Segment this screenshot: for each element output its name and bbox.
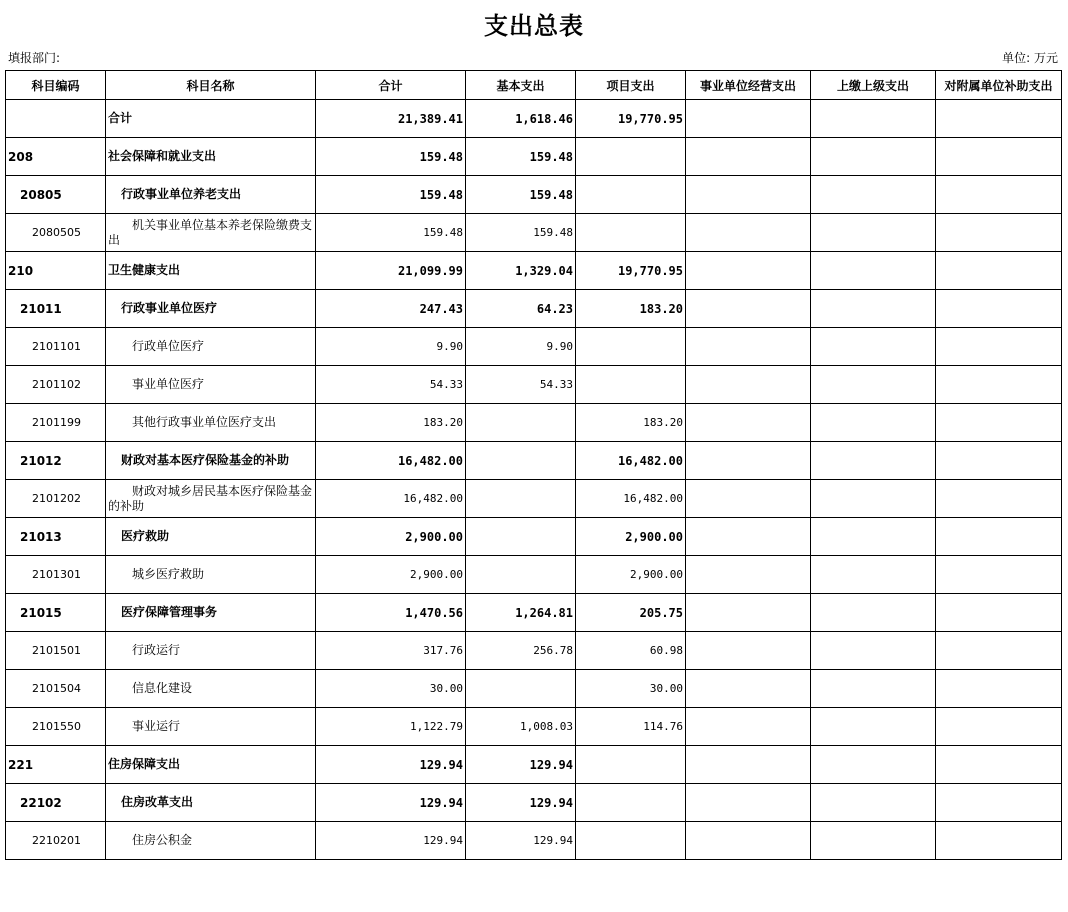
cell-business	[686, 784, 811, 822]
cell-subsidy	[936, 252, 1062, 290]
cell-total: 9.90	[316, 328, 466, 366]
cell-business	[686, 176, 811, 214]
cell-total: 1,470.56	[316, 594, 466, 632]
cell-total: 21,389.41	[316, 100, 466, 138]
cell-upper	[811, 784, 936, 822]
cell-business	[686, 594, 811, 632]
table-row	[6, 632, 1062, 670]
table-row	[6, 442, 1062, 480]
cell-upper	[811, 404, 936, 442]
cell-basic: 9.90	[466, 328, 576, 366]
cell-code: 20805	[6, 176, 106, 214]
cell-basic: 159.48	[466, 176, 576, 214]
cell-code: 22102	[6, 784, 106, 822]
table-row	[6, 784, 1062, 822]
cell-name: 行政运行	[106, 632, 316, 670]
cell-subsidy	[936, 366, 1062, 404]
cell-code: 2101301	[6, 556, 106, 594]
cell-business	[686, 518, 811, 556]
cell-total: 317.76	[316, 632, 466, 670]
cell-name: 合计	[106, 100, 316, 138]
cell-upper	[811, 480, 936, 518]
table-row	[6, 404, 1062, 442]
col-header-name: 科目名称	[106, 71, 316, 100]
cell-project: 16,482.00	[576, 480, 686, 518]
table-header-row	[6, 71, 1062, 100]
cell-total: 129.94	[316, 784, 466, 822]
cell-basic: 129.94	[466, 822, 576, 860]
cell-basic: 256.78	[466, 632, 576, 670]
cell-subsidy	[936, 518, 1062, 556]
cell-basic: 54.33	[466, 366, 576, 404]
cell-project: 30.00	[576, 670, 686, 708]
cell-business	[686, 822, 811, 860]
cell-business	[686, 442, 811, 480]
expenditure-summary-table	[5, 70, 1062, 860]
cell-upper	[811, 100, 936, 138]
cell-project: 114.76	[576, 708, 686, 746]
cell-code: 2080505	[6, 214, 106, 252]
cell-project: 183.20	[576, 290, 686, 328]
cell-basic	[466, 556, 576, 594]
cell-business	[686, 328, 811, 366]
cell-business	[686, 366, 811, 404]
cell-project: 205.75	[576, 594, 686, 632]
cell-name: 行政单位医疗	[106, 328, 316, 366]
cell-upper	[811, 518, 936, 556]
cell-name: 行政事业单位医疗	[106, 290, 316, 328]
cell-basic: 129.94	[466, 784, 576, 822]
cell-total: 159.48	[316, 138, 466, 176]
cell-business	[686, 252, 811, 290]
cell-project: 60.98	[576, 632, 686, 670]
cell-name: 医疗保障管理事务	[106, 594, 316, 632]
cell-upper	[811, 670, 936, 708]
cell-business	[686, 290, 811, 328]
cell-basic: 159.48	[466, 138, 576, 176]
cell-upper	[811, 594, 936, 632]
cell-total: 54.33	[316, 366, 466, 404]
cell-code: 2101504	[6, 670, 106, 708]
cell-subsidy	[936, 822, 1062, 860]
table-row	[6, 366, 1062, 404]
cell-project	[576, 176, 686, 214]
table-row	[6, 100, 1062, 138]
unit-label: 单位: 万元	[1002, 51, 1058, 65]
cell-subsidy	[936, 290, 1062, 328]
cell-code: 210	[6, 252, 106, 290]
cell-business	[686, 708, 811, 746]
cell-subsidy	[936, 214, 1062, 252]
cell-basic: 1,618.46	[466, 100, 576, 138]
cell-project: 2,900.00	[576, 556, 686, 594]
cell-code: 21011	[6, 290, 106, 328]
table-row	[6, 594, 1062, 632]
page-title: 支出总表	[484, 11, 584, 40]
cell-business	[686, 404, 811, 442]
cell-upper	[811, 252, 936, 290]
col-header-project: 项目支出	[576, 71, 686, 100]
cell-business	[686, 632, 811, 670]
col-header-subsidy: 对附属单位补助支出	[936, 71, 1062, 100]
cell-subsidy	[936, 670, 1062, 708]
cell-basic	[466, 442, 576, 480]
cell-upper	[811, 138, 936, 176]
cell-basic	[466, 670, 576, 708]
cell-upper	[811, 442, 936, 480]
cell-upper	[811, 746, 936, 784]
col-header-basic: 基本支出	[466, 71, 576, 100]
table-row	[6, 518, 1062, 556]
cell-total: 21,099.99	[316, 252, 466, 290]
cell-business	[686, 746, 811, 784]
cell-upper	[811, 290, 936, 328]
cell-code: 221	[6, 746, 106, 784]
cell-name: 住房公积金	[106, 822, 316, 860]
cell-subsidy	[936, 480, 1062, 518]
table-row	[6, 328, 1062, 366]
cell-project	[576, 746, 686, 784]
cell-project	[576, 366, 686, 404]
cell-project: 16,482.00	[576, 442, 686, 480]
cell-project: 19,770.95	[576, 252, 686, 290]
cell-project: 2,900.00	[576, 518, 686, 556]
cell-code: 2101101	[6, 328, 106, 366]
cell-subsidy	[936, 784, 1062, 822]
cell-project	[576, 784, 686, 822]
cell-basic: 129.94	[466, 746, 576, 784]
table-row	[6, 822, 1062, 860]
cell-total: 159.48	[316, 176, 466, 214]
cell-code: 2101199	[6, 404, 106, 442]
cell-code: 208	[6, 138, 106, 176]
cell-subsidy	[936, 556, 1062, 594]
cell-code: 21015	[6, 594, 106, 632]
cell-name: 机关事业单位基本养老保险缴费支出	[106, 214, 316, 252]
cell-basic: 1,008.03	[466, 708, 576, 746]
cell-code: 2101550	[6, 708, 106, 746]
cell-project: 19,770.95	[576, 100, 686, 138]
cell-business	[686, 556, 811, 594]
cell-upper	[811, 328, 936, 366]
cell-upper	[811, 822, 936, 860]
cell-project	[576, 328, 686, 366]
table-row	[6, 252, 1062, 290]
cell-subsidy	[936, 746, 1062, 784]
cell-upper	[811, 556, 936, 594]
cell-name: 行政事业单位养老支出	[106, 176, 316, 214]
cell-upper	[811, 366, 936, 404]
cell-basic	[466, 404, 576, 442]
col-header-upper: 上缴上级支出	[811, 71, 936, 100]
cell-name: 事业运行	[106, 708, 316, 746]
cell-project	[576, 822, 686, 860]
cell-name: 住房保障支出	[106, 746, 316, 784]
cell-total: 16,482.00	[316, 442, 466, 480]
cell-name: 住房改革支出	[106, 784, 316, 822]
cell-total: 247.43	[316, 290, 466, 328]
cell-total: 183.20	[316, 404, 466, 442]
cell-business	[686, 480, 811, 518]
cell-name: 城乡医疗救助	[106, 556, 316, 594]
cell-business	[686, 214, 811, 252]
cell-total: 16,482.00	[316, 480, 466, 518]
table-row	[6, 556, 1062, 594]
cell-name: 社会保障和就业支出	[106, 138, 316, 176]
cell-subsidy	[936, 442, 1062, 480]
cell-total: 159.48	[316, 214, 466, 252]
cell-name: 财政对城乡居民基本医疗保险基金的补助	[106, 480, 316, 518]
cell-upper	[811, 176, 936, 214]
col-header-total: 合计	[316, 71, 466, 100]
cell-basic	[466, 480, 576, 518]
filler-department-label: 填报部门:	[8, 51, 61, 65]
cell-subsidy	[936, 404, 1062, 442]
cell-total: 2,900.00	[316, 556, 466, 594]
table-row	[6, 746, 1062, 784]
cell-total: 1,122.79	[316, 708, 466, 746]
cell-name: 医疗救助	[106, 518, 316, 556]
table-row	[6, 290, 1062, 328]
cell-basic: 1,329.04	[466, 252, 576, 290]
col-header-code: 科目编码	[6, 71, 106, 100]
cell-project	[576, 214, 686, 252]
cell-subsidy	[936, 138, 1062, 176]
cell-basic: 1,264.81	[466, 594, 576, 632]
col-header-business: 事业单位经营支出	[686, 71, 811, 100]
cell-name: 卫生健康支出	[106, 252, 316, 290]
cell-project: 183.20	[576, 404, 686, 442]
cell-code	[6, 100, 106, 138]
cell-business	[686, 670, 811, 708]
table-row	[6, 480, 1062, 518]
cell-code: 21013	[6, 518, 106, 556]
cell-basic: 64.23	[466, 290, 576, 328]
cell-code: 2210201	[6, 822, 106, 860]
cell-business	[686, 138, 811, 176]
cell-name: 财政对基本医疗保险基金的补助	[106, 442, 316, 480]
cell-upper	[811, 214, 936, 252]
cell-subsidy	[936, 100, 1062, 138]
cell-subsidy	[936, 176, 1062, 214]
cell-total: 129.94	[316, 822, 466, 860]
cell-code: 2101501	[6, 632, 106, 670]
cell-code: 2101102	[6, 366, 106, 404]
cell-subsidy	[936, 594, 1062, 632]
cell-basic	[466, 518, 576, 556]
cell-total: 2,900.00	[316, 518, 466, 556]
cell-subsidy	[936, 632, 1062, 670]
cell-subsidy	[936, 708, 1062, 746]
table-row	[6, 176, 1062, 214]
table-row	[6, 670, 1062, 708]
cell-name: 事业单位医疗	[106, 366, 316, 404]
cell-name: 信息化建设	[106, 670, 316, 708]
cell-upper	[811, 708, 936, 746]
cell-basic: 159.48	[466, 214, 576, 252]
cell-code: 2101202	[6, 480, 106, 518]
cell-upper	[811, 632, 936, 670]
cell-project	[576, 138, 686, 176]
table-row	[6, 708, 1062, 746]
table-row	[6, 138, 1062, 176]
cell-name: 其他行政事业单位医疗支出	[106, 404, 316, 442]
cell-total: 30.00	[316, 670, 466, 708]
cell-code: 21012	[6, 442, 106, 480]
table-row	[6, 214, 1062, 252]
cell-total: 129.94	[316, 746, 466, 784]
cell-business	[686, 100, 811, 138]
cell-subsidy	[936, 328, 1062, 366]
